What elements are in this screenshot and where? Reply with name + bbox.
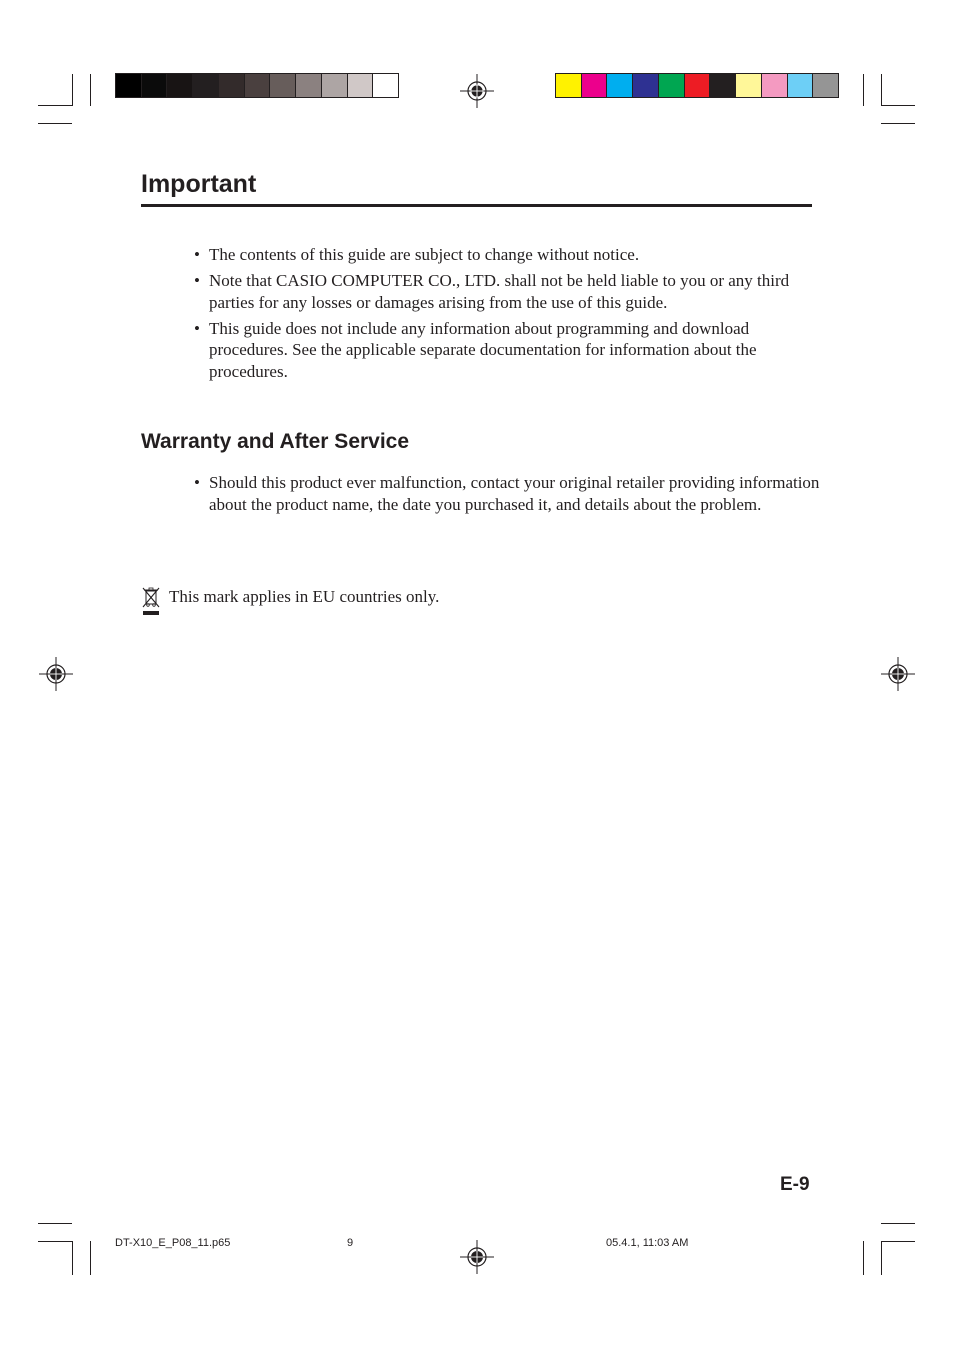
crop-mark — [881, 123, 915, 124]
crop-mark — [863, 74, 864, 106]
title-rule — [141, 204, 812, 207]
registration-mark-icon — [881, 657, 915, 691]
crop-mark — [881, 105, 915, 106]
color-swatch — [219, 74, 245, 97]
section-heading-warranty: Warranty and After Service — [141, 430, 410, 453]
footer-timestamp: 05.4.1, 11:03 AM — [606, 1237, 689, 1249]
crop-mark — [881, 1241, 882, 1275]
footer-filename: DT-X10_E_P08_11.p65 — [115, 1237, 231, 1249]
crop-mark — [72, 74, 73, 106]
list-item: • Should this product ever malfunction, contact your original retailer providing information about the product name, the date you purchased it, and details about the problem. — [190, 472, 820, 515]
color-swatch — [373, 74, 398, 97]
color-swatch — [348, 74, 374, 97]
color-swatch — [270, 74, 296, 97]
crop-mark — [881, 1241, 915, 1242]
process-color-bar — [555, 73, 839, 98]
color-swatch — [762, 74, 788, 97]
color-swatch — [736, 74, 762, 97]
page-number: E-9 — [780, 1174, 810, 1195]
important-list — [190, 244, 820, 387]
crop-mark — [38, 123, 72, 124]
eu-note — [141, 586, 439, 616]
color-swatch — [607, 74, 633, 97]
crop-mark — [90, 1241, 91, 1275]
list-item: • The contents of this guide are subject to change without notice. — [190, 244, 820, 266]
registration-mark-icon — [460, 1240, 494, 1274]
color-swatch — [813, 74, 838, 97]
crop-mark — [38, 1223, 72, 1224]
crop-mark — [881, 74, 882, 106]
color-swatch — [582, 74, 608, 97]
registration-mark-icon — [39, 657, 73, 691]
crop-mark — [90, 74, 91, 106]
color-swatch — [296, 74, 322, 97]
color-swatch — [116, 74, 142, 97]
eu-note-text: This mark applies in EU countries only. — [169, 587, 440, 606]
color-swatch — [710, 74, 736, 97]
registration-mark-icon — [460, 74, 494, 108]
crop-mark — [38, 105, 72, 106]
color-swatch — [788, 74, 814, 97]
color-swatch — [322, 74, 348, 97]
warranty-list — [190, 472, 820, 520]
list-item: • This guide does not include any information about programming and download procedures. See the applicable separate documentation for information about the procedures. — [190, 318, 820, 383]
crop-mark — [881, 1223, 915, 1224]
footer-page: 9 — [347, 1237, 354, 1249]
color-swatch — [245, 74, 271, 97]
color-swatch — [685, 74, 711, 97]
list-item: • Note that CASIO COMPUTER CO., LTD. shall not be held liable to you or any third parties for any losses or damages arising from the use of this guide. — [190, 270, 820, 313]
crop-mark — [72, 1241, 73, 1275]
color-swatch — [633, 74, 659, 97]
color-swatch — [193, 74, 219, 97]
color-swatch — [142, 74, 168, 97]
page-title: Important — [141, 170, 257, 198]
crop-mark — [38, 1241, 72, 1242]
crop-mark — [863, 1241, 864, 1275]
color-swatch — [556, 74, 582, 97]
color-swatch — [167, 74, 193, 97]
color-swatch — [659, 74, 685, 97]
crossed-out-wheeled-bin-icon — [141, 586, 161, 616]
grayscale-color-bar — [115, 73, 399, 98]
